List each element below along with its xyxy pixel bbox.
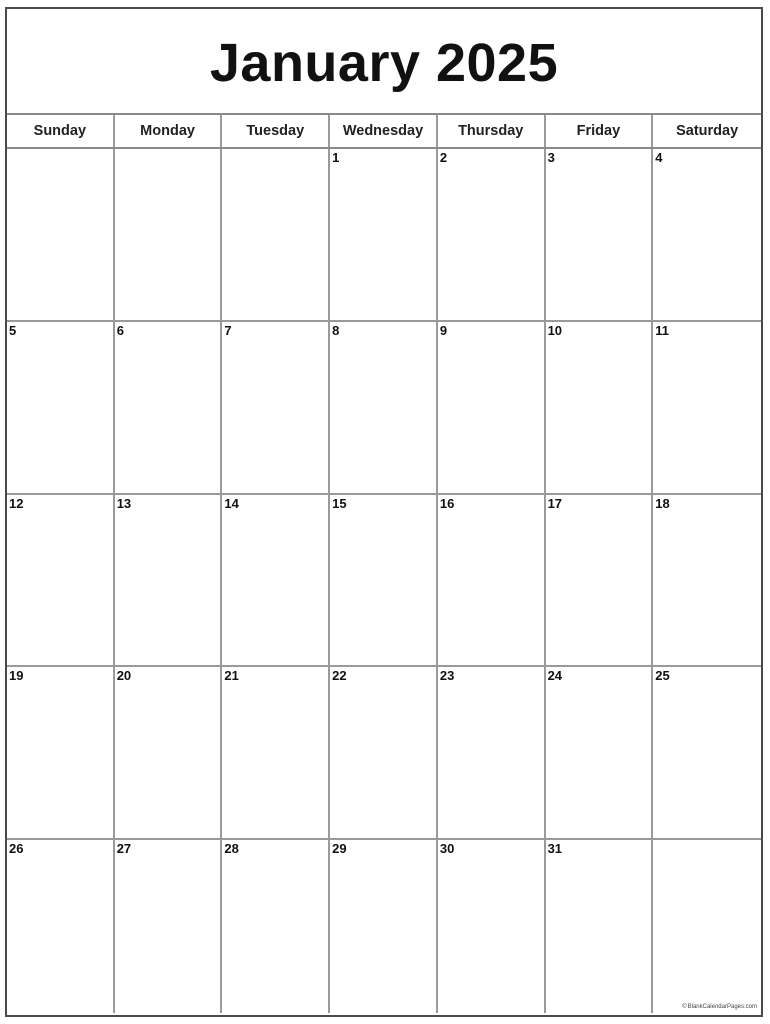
date-number: 1 — [332, 150, 340, 165]
date-number: 13 — [116, 495, 132, 511]
week-row-4 — [7, 667, 761, 840]
day-cell — [653, 495, 761, 666]
date-number: 9 — [439, 322, 448, 338]
date-number: 30 — [439, 841, 455, 857]
day-cell — [222, 322, 330, 493]
date-number: 8 — [332, 322, 340, 338]
date-number: 25 — [655, 668, 670, 684]
weekday-saturday: Saturday — [676, 123, 739, 139]
day-cell — [7, 840, 115, 1013]
day-cell — [330, 322, 438, 493]
copyright-icon: © — [682, 1004, 687, 1010]
date-number: 11 — [655, 322, 670, 338]
date-number: 6 — [116, 322, 124, 338]
date-number: 26 — [9, 841, 24, 857]
day-cell — [438, 840, 546, 1013]
day-cell — [7, 667, 115, 838]
day-cell — [653, 322, 761, 493]
day-cell — [330, 149, 438, 320]
date-number: 20 — [116, 668, 132, 684]
date-number: 18 — [655, 495, 670, 511]
week-row-1 — [7, 149, 761, 322]
day-cell — [115, 149, 223, 320]
day-cell — [115, 495, 223, 666]
date-number: 5 — [9, 322, 17, 338]
week-row-2 — [7, 322, 761, 495]
day-cell — [115, 667, 223, 838]
site-credit-text: BlankCalendarPages.com — [687, 1004, 757, 1010]
weekday-monday: Monday — [115, 115, 223, 147]
day-cell — [330, 840, 438, 1013]
date-number: 31 — [547, 841, 563, 857]
day-cell — [7, 149, 115, 320]
date-number: 7 — [224, 322, 232, 338]
weekday-header-row — [7, 115, 761, 149]
date-number: 14 — [224, 495, 239, 511]
weeks-grid — [7, 149, 761, 1013]
day-cell — [546, 149, 654, 320]
day-cell — [7, 495, 115, 666]
day-cell — [330, 667, 438, 838]
day-cell — [222, 495, 330, 666]
date-number: 27 — [116, 841, 132, 857]
weekday-friday: Friday — [546, 115, 654, 147]
week-row-5 — [7, 840, 761, 1013]
date-number: 23 — [439, 668, 455, 684]
day-cell — [438, 495, 546, 666]
day-cell — [653, 149, 761, 320]
title-bar — [7, 9, 761, 115]
date-number: 16 — [439, 495, 455, 511]
date-number: 21 — [224, 668, 239, 684]
day-cell — [7, 322, 115, 493]
day-cell — [438, 322, 546, 493]
day-cell — [330, 495, 438, 666]
day-cell — [115, 322, 223, 493]
date-number: 12 — [9, 495, 24, 511]
date-number: 15 — [332, 495, 347, 511]
day-cell — [546, 322, 654, 493]
day-cell — [438, 149, 546, 320]
date-number: 22 — [332, 668, 347, 684]
calendar-title: January 2025 — [209, 33, 559, 93]
weekday-sunday: Sunday — [7, 115, 115, 147]
date-number: 10 — [547, 322, 563, 338]
site-credit — [682, 1004, 757, 1010]
day-cell — [438, 667, 546, 838]
date-number: 29 — [332, 841, 347, 857]
day-cell — [222, 667, 330, 838]
day-cell — [546, 667, 654, 838]
day-cell — [653, 667, 761, 838]
weekday-wednesday: Wednesday — [330, 115, 438, 147]
day-cell — [546, 495, 654, 666]
date-number: 19 — [9, 668, 24, 684]
day-cell — [115, 840, 223, 1013]
day-cell — [653, 840, 761, 1013]
weekday-thursday: Thursday — [438, 115, 546, 147]
date-number: 2 — [439, 150, 448, 165]
day-cell — [222, 840, 330, 1013]
day-cell — [222, 149, 330, 320]
date-number: 4 — [655, 150, 663, 165]
day-cell — [546, 840, 654, 1013]
week-row-3 — [7, 495, 761, 668]
weekday-tuesday: Tuesday — [222, 115, 330, 147]
date-number: 3 — [547, 150, 555, 165]
date-number: 17 — [547, 495, 563, 511]
calendar — [5, 7, 763, 1017]
date-number: 28 — [224, 841, 239, 857]
date-number: 24 — [547, 668, 563, 684]
